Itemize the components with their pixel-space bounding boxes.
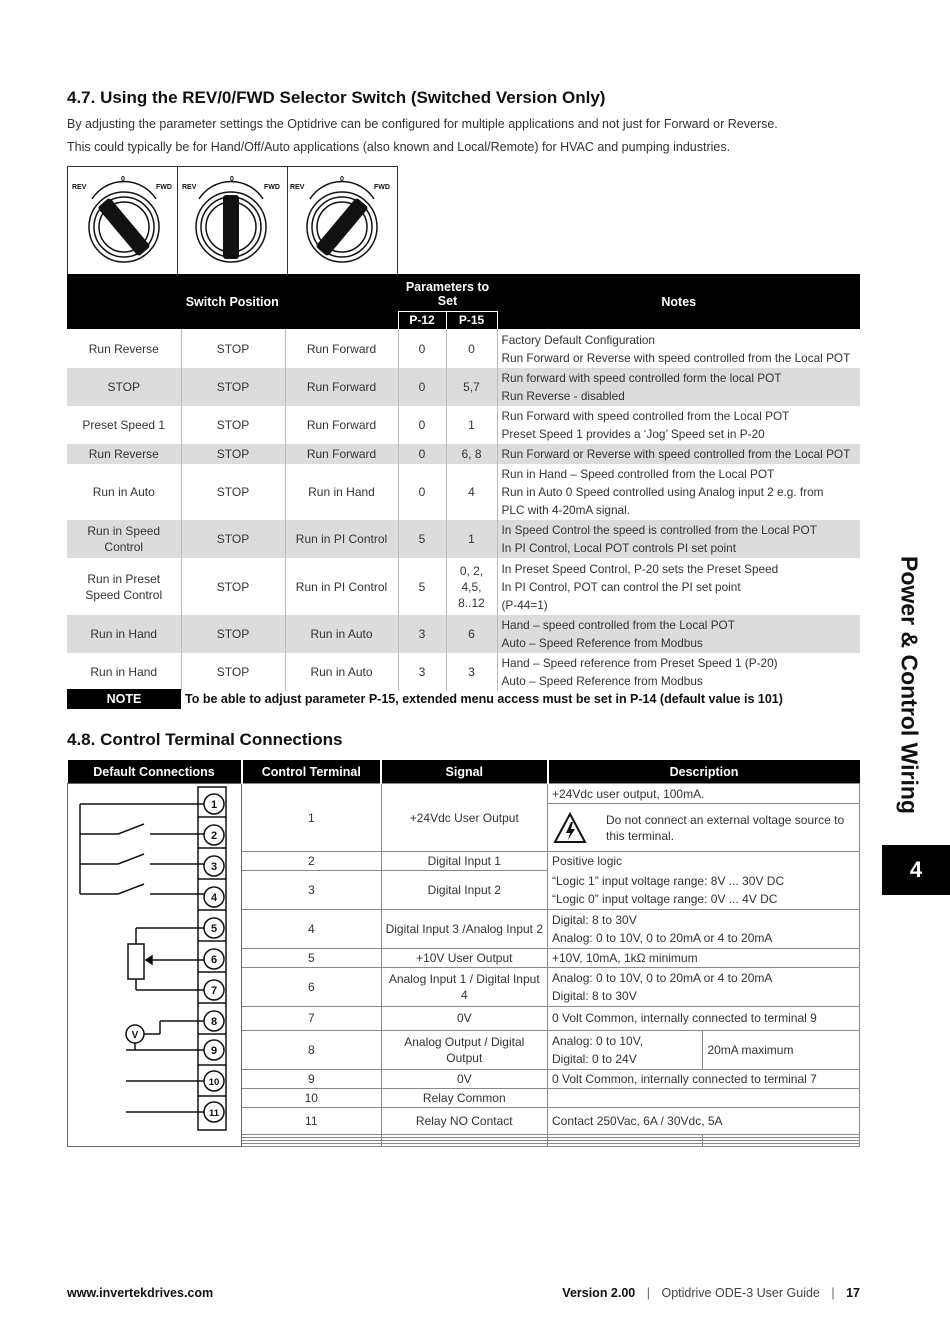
intro-paragraph: [67, 113, 778, 159]
table-row: [67, 653, 860, 691]
cell-fwd: Run Forward: [285, 406, 398, 444]
switch-forward-illustration: [288, 167, 397, 274]
cell-signal: Digital Input 2: [381, 871, 547, 910]
cell-description: [548, 1088, 860, 1107]
terminal-label: 10: [208, 1077, 220, 1088]
cell-description: +10V, 10mA, 1kΩ minimum: [548, 948, 860, 967]
side-title-text: Power & Control Wiring: [896, 556, 923, 814]
cell-notes: Run in Hand – Speed controlled from the Local POT Run in Auto 0 Speed controlled using Analog input 2 e.g. from PLC with 4-20mA signal.: [501, 467, 824, 517]
cell-p12: 3: [398, 653, 446, 691]
cell-notes: Run Forward or Reverse with speed controlled from the Local POT: [497, 444, 860, 464]
cell-p12: 5: [398, 558, 446, 615]
cell-notes: In Speed Control the speed is controlled from the Local POT In PI Control, Local POT controls PI set point: [497, 520, 860, 558]
terminal-label: 6: [210, 954, 218, 966]
cell-warning: [548, 804, 860, 852]
switch-off-illustration: [178, 167, 288, 274]
cell-p15: 1: [446, 406, 497, 444]
table-row: [67, 368, 860, 406]
intro-line-1: By adjusting the parameter settings the Optidrive can be configured for multiple applications and not just for Forward or Reverse.: [67, 117, 778, 131]
section-title-control-terminals: 4.8. Control Terminal Connections: [67, 730, 343, 749]
cell-rev: STOP: [67, 368, 181, 406]
note-label: NOTE: [67, 689, 181, 709]
switch-parameter-table: [67, 274, 860, 691]
note-text: To be able to adjust parameter P-15, extended menu access must be set in P-14 (default value is 101): [185, 692, 783, 706]
page-number: 17: [846, 1286, 860, 1300]
cell-rev: Run Reverse: [67, 329, 181, 368]
cell-p12: 0: [398, 329, 446, 368]
footer-guide-name: Optidrive ODE-3 User Guide: [661, 1286, 820, 1300]
table-row: [67, 558, 860, 615]
cell-notes: Factory Default Configuration Run Forward or Reverse with speed controlled from the Local POT: [501, 332, 851, 365]
cell-notes: Run Forward with speed controlled from the Local POT Preset Speed 1 provides a ‘Jog’ Speed set in P-20: [501, 409, 790, 441]
cell-fwd: Run in Hand: [285, 464, 398, 520]
cell-rev: Run in Auto: [67, 464, 181, 520]
cell-p15: 4: [446, 464, 497, 520]
header-p12: P-12: [398, 311, 446, 329]
cell-description: 0 Volt Common, internally connected to terminal 7: [548, 1069, 860, 1088]
cell-terminal: 1: [242, 784, 382, 852]
cell-p15: 0, 2, 4,5, 8..12: [446, 558, 497, 615]
cell-fwd: Run in Auto: [285, 615, 398, 653]
cell-off: STOP: [181, 520, 285, 558]
table-row: [67, 464, 860, 520]
footer-version: Version 2.00: [562, 1286, 636, 1300]
side-chapter-title: [884, 530, 934, 840]
cell-fwd: Run Forward: [285, 368, 398, 406]
cell-off: STOP: [181, 444, 285, 464]
cell-description: Positive logic: [548, 852, 860, 871]
footer-separator: |: [646, 1286, 650, 1300]
terminal-label: 8: [210, 1016, 218, 1028]
header-description: Description: [548, 760, 860, 784]
cell-fwd: Run in Auto: [285, 653, 398, 691]
selector-knob-icon: [68, 167, 180, 275]
switch-reverse-illustration: [68, 167, 178, 274]
cell-off: STOP: [181, 464, 285, 520]
cell-terminal: 10: [242, 1088, 382, 1107]
cell-off: STOP: [181, 406, 285, 444]
zero-label: 0: [121, 176, 125, 183]
cell-rev: Run in Hand: [67, 653, 181, 691]
cell-notes: Hand – Speed reference from Preset Speed 1 (P-20) Auto – Speed Reference from Modbus: [501, 656, 778, 688]
fwd-label: FWD: [156, 184, 172, 191]
cell-p12: 0: [398, 464, 446, 520]
cell-p15: 6, 8: [446, 444, 497, 464]
selector-knob-icon: [178, 167, 282, 275]
rev-label: REV: [72, 184, 87, 191]
cell-terminal: 2: [242, 852, 382, 871]
table-row: [67, 406, 860, 444]
cell-description: Analog: 0 to 10V, Digital: 0 to 24V: [548, 1030, 703, 1069]
cell-off: STOP: [181, 368, 285, 406]
cell-fwd: Run Forward: [285, 444, 398, 464]
selector-knob-icon: [288, 167, 400, 275]
cell-p15: 3: [446, 653, 497, 691]
high-voltage-warning-icon: [552, 811, 588, 845]
cell-description: 0 Volt Common, internally connected to terminal 9: [548, 1006, 860, 1030]
cell-notes: Hand – speed controlled from the Local POT Auto – Speed Reference from Modbus: [497, 615, 860, 653]
cell-signal: +24Vdc User Output: [381, 784, 547, 852]
rev-label: REV: [182, 184, 197, 191]
cell-signal: Analog Input 1 / Digital Input 4: [381, 967, 547, 1006]
fwd-label: FWD: [264, 184, 280, 191]
terminal-label: 9: [210, 1045, 218, 1057]
terminal-label: 3: [210, 861, 218, 873]
rev-label: REV: [290, 184, 305, 191]
terminal-label: 7: [210, 985, 218, 997]
cell-description: Contact 250Vac, 6A / 30Vdc, 5A: [548, 1107, 860, 1134]
cell-signal: Digital Input 3 /Analog Input 2: [381, 909, 547, 948]
cell-terminal: 5: [242, 948, 382, 967]
wiring-diagram: [68, 784, 242, 1147]
zero-label: 0: [340, 176, 344, 183]
cell-off: STOP: [181, 558, 285, 615]
cell-p15: 1: [446, 520, 497, 558]
cell-terminal: 8: [242, 1030, 382, 1069]
cell-terminal: 9: [242, 1069, 382, 1088]
cell-p15: 0: [446, 329, 497, 368]
cell-rev: Run in Preset Speed Control: [67, 558, 181, 615]
terminal-wiring-diagram: [68, 784, 241, 1134]
cell-rev: Preset Speed 1: [67, 406, 181, 444]
fwd-label: FWD: [374, 184, 390, 191]
cell-rev: Run in Hand: [67, 615, 181, 653]
footer-info: [562, 1286, 860, 1300]
terminal-label: 2: [210, 830, 218, 842]
header-parameters: Parameters to Set: [398, 274, 497, 311]
cell-notes: Run forward with speed controlled form the local POT Run Reverse - disabled: [497, 368, 860, 406]
control-terminal-table: [67, 760, 860, 1147]
cell-p12: 0: [398, 444, 446, 464]
warning-text: Do not connect an external voltage source to this terminal.: [606, 812, 845, 843]
cell-terminal: 7: [242, 1006, 382, 1030]
cell-p15: 5,7: [446, 368, 497, 406]
cell-notes: In Preset Speed Control, P-20 sets the Preset Speed In PI Control, POT can control the PI set point (P-44=1): [501, 561, 779, 612]
terminal-label: 1: [210, 799, 218, 811]
cell-signal: 0V: [381, 1006, 547, 1030]
cell-signal: Relay NO Contact: [381, 1107, 547, 1134]
cell-off: STOP: [181, 653, 285, 691]
switch-illustrations: [67, 166, 398, 274]
chapter-number-tab: 4: [882, 845, 950, 895]
cell-off: STOP: [181, 329, 285, 368]
header-switch-position: Switch Position: [67, 274, 398, 329]
table-row: [67, 444, 860, 464]
cell-signal: Analog Output / Digital Output: [381, 1030, 547, 1069]
intro-line-2: This could typically be for Hand/Off/Auto applications (also known and Local/Remote) for HVAC and pumping industries.: [67, 140, 731, 154]
cell-terminal: 11: [242, 1107, 382, 1134]
section-title-selector-switch: 4.7. Using the REV/0/FWD Selector Switch (Switched Version Only): [67, 88, 606, 107]
cell-description: Analog: 0 to 10V, 0 to 20mA or 4 to 20mA Digital: 8 to 30V: [548, 967, 860, 1006]
zero-label: 0: [230, 176, 234, 183]
cell-description: +24Vdc user output, 100mA.: [548, 784, 860, 804]
header-signal: Signal: [381, 760, 547, 784]
cell-description: “Logic 1” input voltage range: 8V ... 30V DC “Logic 0” input voltage range: 0V ... 4V DC: [548, 871, 860, 910]
table-row: [67, 329, 860, 368]
table-row: [67, 615, 860, 653]
terminal-label: 5: [210, 923, 218, 935]
voltmeter-label: V: [131, 1030, 139, 1041]
cell-rev: Run in Speed Control: [67, 520, 181, 558]
cell-fwd: Run Forward: [285, 329, 398, 368]
cell-terminal: 6: [242, 967, 382, 1006]
cell-signal: +10V User Output: [381, 948, 547, 967]
header-default-connections: Default Connections: [68, 760, 242, 784]
cell-fwd: Run in PI Control: [285, 558, 398, 615]
cell-description: Digital: 8 to 30V Analog: 0 to 10V, 0 to 20mA or 4 to 20mA: [548, 909, 860, 948]
header-control-terminal: Control Terminal: [242, 760, 382, 784]
cell-rev: Run Reverse: [67, 444, 181, 464]
terminal-label: 4: [210, 892, 218, 904]
cell-signal: Relay Common: [381, 1088, 547, 1107]
cell-terminal: 3: [242, 871, 382, 910]
table-row: [67, 520, 860, 558]
cell-p15: 6: [446, 615, 497, 653]
footer-website[interactable]: www.invertekdrives.com: [67, 1286, 214, 1300]
cell-p12: 3: [398, 615, 446, 653]
cell-terminal: 4: [242, 909, 382, 948]
cell-p12: 5: [398, 520, 446, 558]
cell-p12: 0: [398, 368, 446, 406]
cell-signal: Digital Input 1: [381, 852, 547, 871]
cell-off: STOP: [181, 615, 285, 653]
footer-separator: |: [831, 1286, 835, 1300]
cell-p12: 0: [398, 406, 446, 444]
header-notes: Notes: [497, 274, 860, 329]
note-row: [67, 689, 860, 709]
cell-signal: 0V: [381, 1069, 547, 1088]
cell-fwd: Run in PI Control: [285, 520, 398, 558]
terminal-label: 11: [208, 1108, 220, 1119]
header-p15: P-15: [446, 311, 497, 329]
cell-description-max: 20mA maximum: [703, 1030, 860, 1069]
